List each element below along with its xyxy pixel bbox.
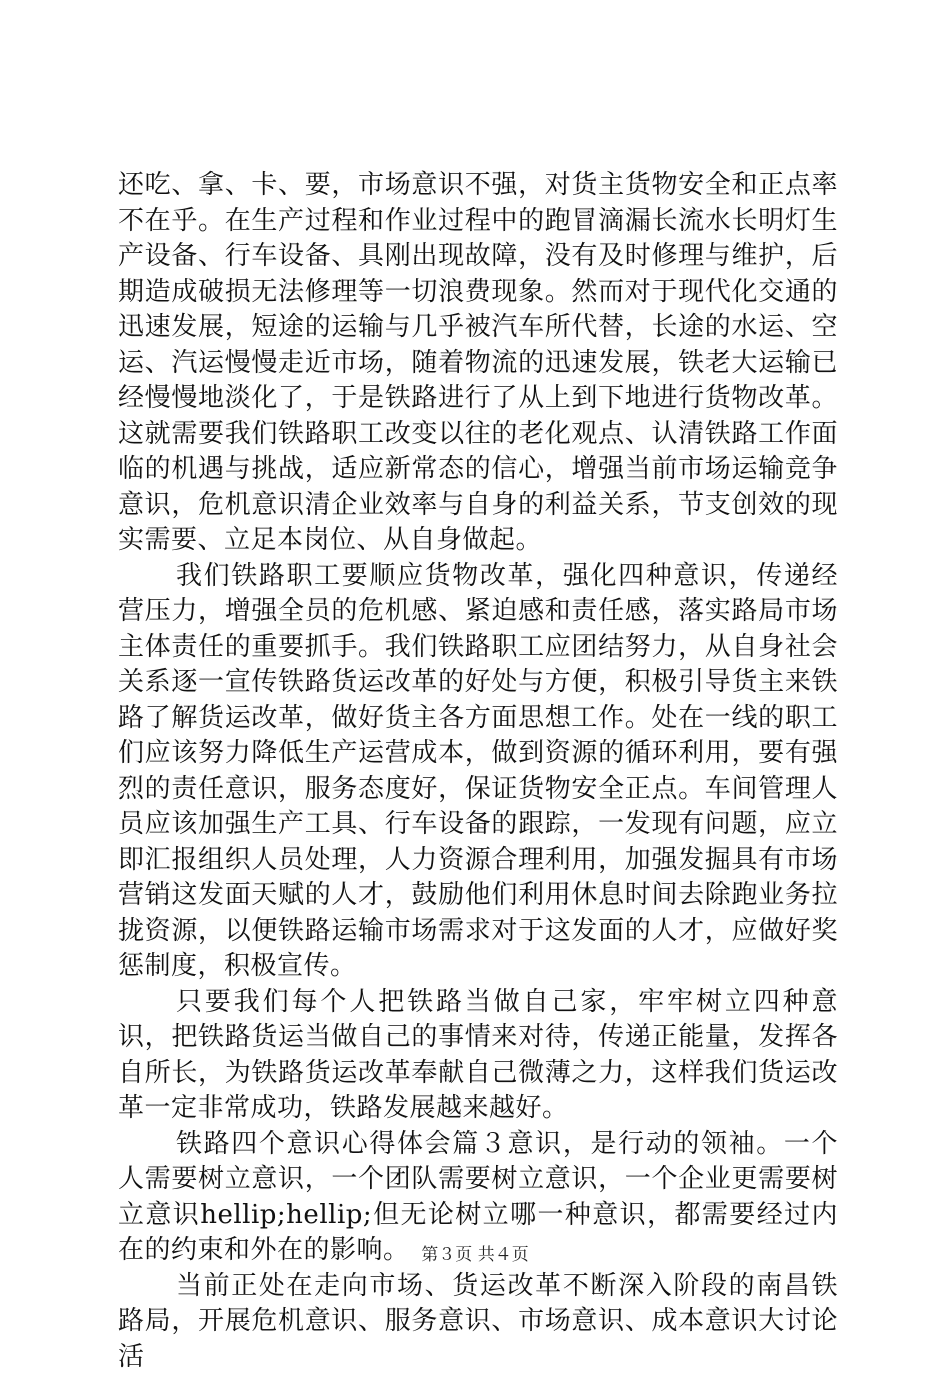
paragraph-continued: 还吃、拿、卡、要，市场意识不强，对货主货物安全和正点率不在乎。在生产过程和作业过程中的跑冒滴漏长流水长明灯生产设备、行车设备、具刚出现故障，没有及时修理与维护，后期造成破损无法修理等一切浪费现象。然而对于现代化交通的迅速发展，短途的运输与几乎被汽车所代替，长途的水运、空运、汽运慢慢走近市场，随着物流的迅速发展，铁老大运输已经慢慢地淡化了，于是铁路进行了从上到下地进行货物改革。这就需要我们铁路职工改变以往的老化观点、认清铁路工作面临的机遇与挑战，适应新常态的信心，增强当前市场运输竞争意识，危机意识清企业效率与自身的利益关系，节支创效的现实需要、立足本岗位、从自身做起。 [118, 168, 838, 559]
paragraph-nanchang-bureau: 当前正处在走向市场、货运改革不断深入阶段的南昌铁路局，开展危机意识、服务意识、市场意识、成本意识大讨论活 [118, 1269, 838, 1375]
paragraph-four-awareness: 只要我们每个人把铁路当做自己家，牢牢树立四种意识，把铁路货运当做自己的事情来对待，传递正能量，发挥各自所长，为铁路货运改革奉献自己微薄之力，这样我们货运改革一定非常成功，铁路发展越来越好。 [118, 985, 838, 1127]
page-footer: 第３页 共４页 [0, 1244, 950, 1266]
paragraph-article-3-intro: 铁路四个意识心得体会篇３意识，是行动的领袖。一个人需要树立意识，一个团队需要树立意识，一个企业更需要树立意识hellip;hellip;但无论树立哪一种意识，都需要经过内在的约束和外在的影响。 [118, 1127, 838, 1269]
document-body [118, 168, 838, 1375]
paragraph-freight-reform: 我们铁路职工要顺应货物改革，强化四种意识，传递经营压力，增强全员的危机感、紧迫感和责任感，落实路局市场主体责任的重要抓手。我们铁路职工应团结努力，从自身社会关系逐一宣传铁路货运改革的好处与方便，积极引导货主来铁路了解货运改革，做好货主各方面思想工作。处在一线的职工们应该努力降低生产运营成本，做到资源的循环利用，要有强烈的责任意识，服务态度好，保证货物安全正点。车间管理人员应该加强生产工具、行车设备的跟踪，一发现有问题，应立即汇报组织人员处理，人力资源合理利用，加强发掘具有市场营销这发面天赋的人才，鼓励他们利用休息时间去除跑业务拉拢资源，以便铁路运输市场需求对于这发面的人才，应做好奖惩制度，积极宣传。 [118, 559, 838, 985]
